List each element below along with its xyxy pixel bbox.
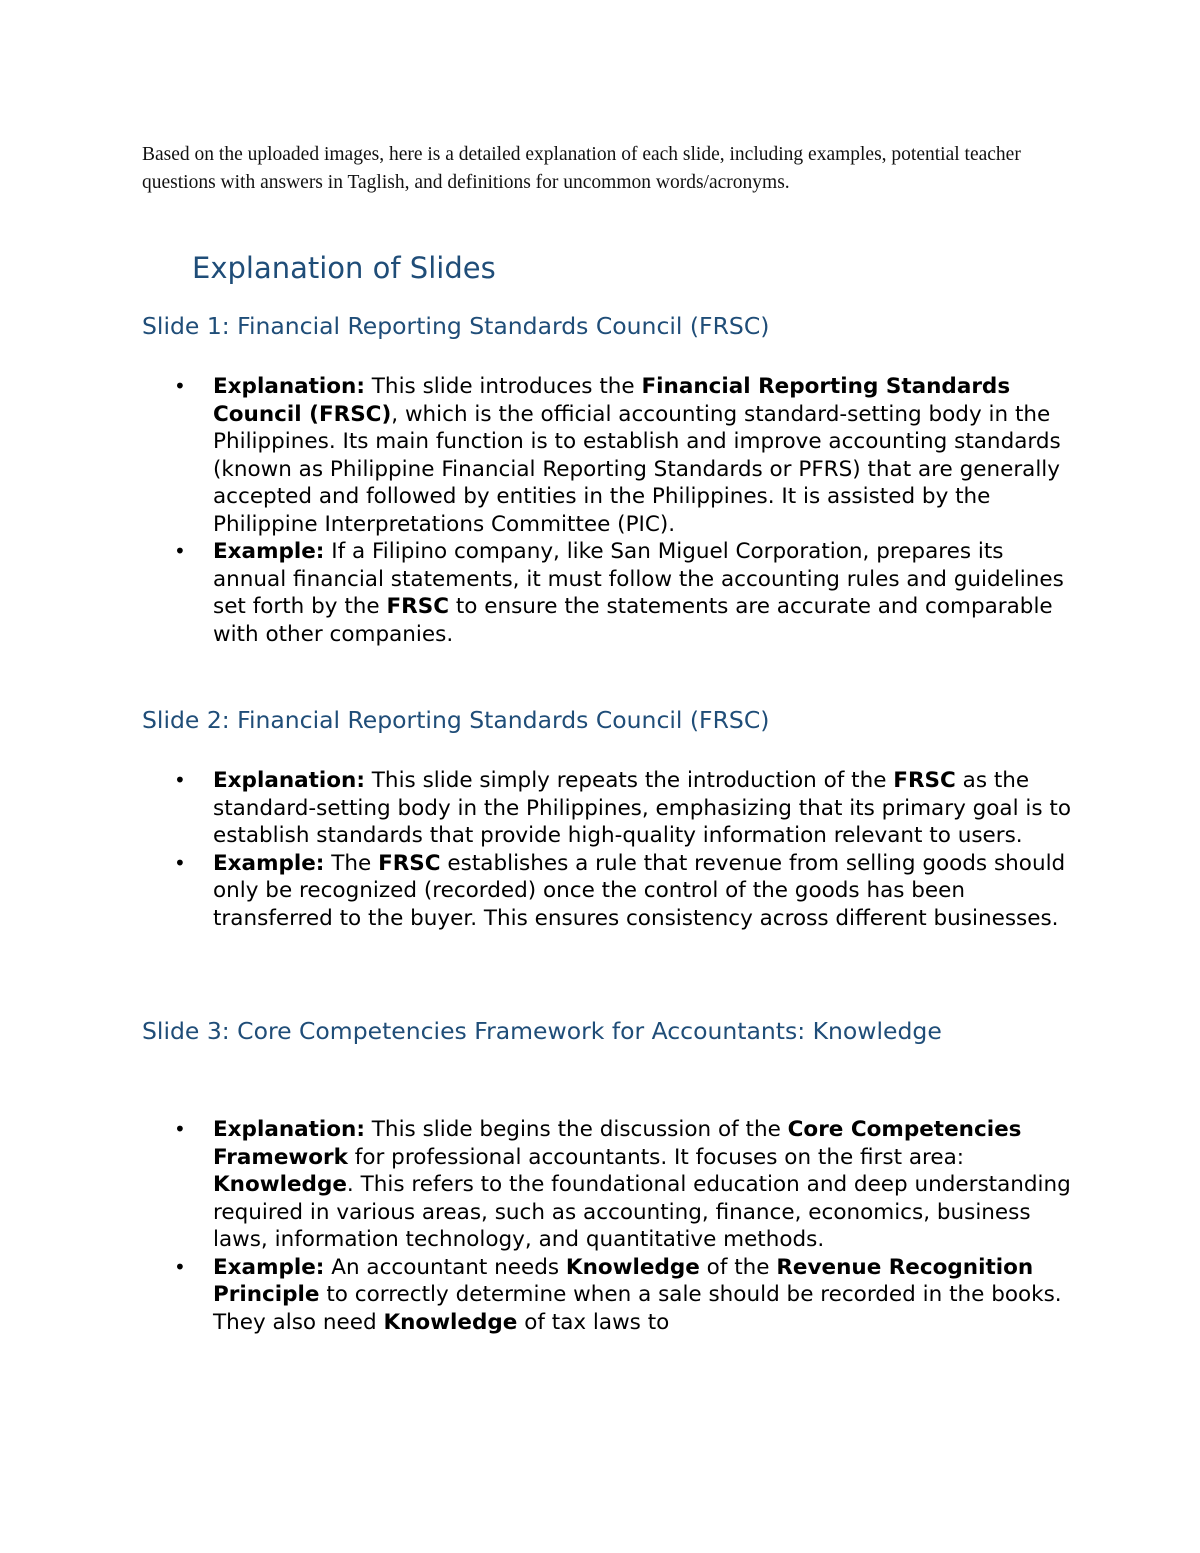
bold-term: FRSC (378, 850, 441, 876)
bold-term: Knowledge (383, 1309, 518, 1335)
slide-2-explanation-text (213, 767, 1072, 850)
bullet-icon: • (174, 539, 186, 563)
bold-term: Core Competencies Framework (213, 1117, 1022, 1170)
slide-3-list (142, 1116, 1072, 1336)
text-run: This slide begins the discussion of the (364, 1117, 788, 1142)
text-run: of tax laws to (517, 1309, 670, 1335)
bold-term: Revenue Recognition Principle (213, 1254, 1034, 1307)
slide-3-explanation-item (142, 1116, 1072, 1254)
slide-2-example-text (213, 850, 1072, 933)
slide-1-example-text (213, 538, 1072, 648)
text-run: This slide introduces the (364, 374, 642, 399)
slide-3-example-text (213, 1254, 1072, 1337)
bullet-icon: • (174, 850, 186, 875)
slide-1-heading: Slide 1: Financial Reporting Standards Council (FRSC) (142, 312, 770, 340)
slide-1-explanation-text (213, 373, 1072, 538)
text-run: establishes a rule that revenue from selling goods should only be recognized (recorded) once the control of the goods has been transferred to the buyer. This ensures consistency across different businesses. (213, 850, 1066, 931)
main-heading: Explanation of Slides (192, 251, 496, 285)
text-run: If a Filipino company, like San Miguel Corporation, prepares its annual financial statements, it must follow the accounting rules and guidelines set forth by the (213, 539, 1064, 619)
item-label: Explanation: (213, 374, 365, 399)
text-run: to correctly determine when a sale should be recorded in the books. They also need (213, 1282, 1062, 1335)
slide-2-list (142, 767, 1072, 932)
slide-3-example-item (142, 1254, 1072, 1337)
item-label: Explanation: (213, 1117, 365, 1142)
bold-term: Knowledge (213, 1172, 347, 1197)
text-run: , which is the official accounting standard-setting body in the Philippines. Its main function is to establish and improve accounting standards (known as Philippine Financial Reporting Standards or PFRS) that are generally accepted and followed by entities in the Philippines. It is assisted by the Philippine Interpretations Committee (PIC). (213, 401, 1061, 537)
slide-2-explanation-item (142, 767, 1072, 850)
slide-3-explanation-text (213, 1116, 1072, 1254)
intro-paragraph: Based on the uploaded images, here is a detailed explanation of each slide, including examples, potential teacher questions with answers in Taglish, and definitions for uncommon words/acronyms. (142, 144, 1021, 193)
item-label: Explanation: (213, 768, 365, 793)
bullet-icon: • (174, 374, 186, 398)
bullet-icon: • (174, 1254, 186, 1279)
bullet-icon: • (174, 768, 186, 792)
bold-term: FRSC (386, 594, 449, 619)
text-run: for professional accountants. It focuses on the first area: (347, 1144, 965, 1170)
item-label: Example: (213, 1254, 325, 1280)
text-run: as the standard-setting body in the Philippines, emphasizing that its primary goal is to establish standards that provide high-quality information relevant to users. (213, 768, 1072, 848)
text-run: . This refers to the foundational education and deep understanding required in various areas, such as accounting, finance, economics, business laws, information technology, and quantitative methods. (213, 1172, 1071, 1252)
slide-3-heading: Slide 3: Core Competencies Framework for Accountants: Knowledge (142, 1017, 942, 1045)
text-run: This slide simply repeats the introduction of the (364, 768, 894, 793)
item-label: Example: (213, 850, 325, 876)
bold-term: Financial Reporting Standards Council (FRSC) (213, 374, 1011, 427)
slide-1-explanation-item (142, 373, 1072, 538)
text-run: An accountant needs (324, 1254, 566, 1280)
slide-2-example-item (142, 850, 1072, 933)
bullet-icon: • (174, 1117, 186, 1141)
slide-1-example-item (142, 538, 1072, 648)
bold-term: Knowledge (565, 1254, 700, 1280)
slide-2-heading: Slide 2: Financial Reporting Standards Council (FRSC) (142, 706, 770, 734)
item-label: Example: (213, 539, 325, 564)
bold-term: FRSC (893, 768, 956, 793)
slide-1-list (142, 373, 1072, 648)
text-run: to ensure the statements are accurate and comparable with other companies. (213, 594, 1053, 647)
text-run: of the (699, 1254, 777, 1280)
text-run: The (324, 850, 379, 876)
